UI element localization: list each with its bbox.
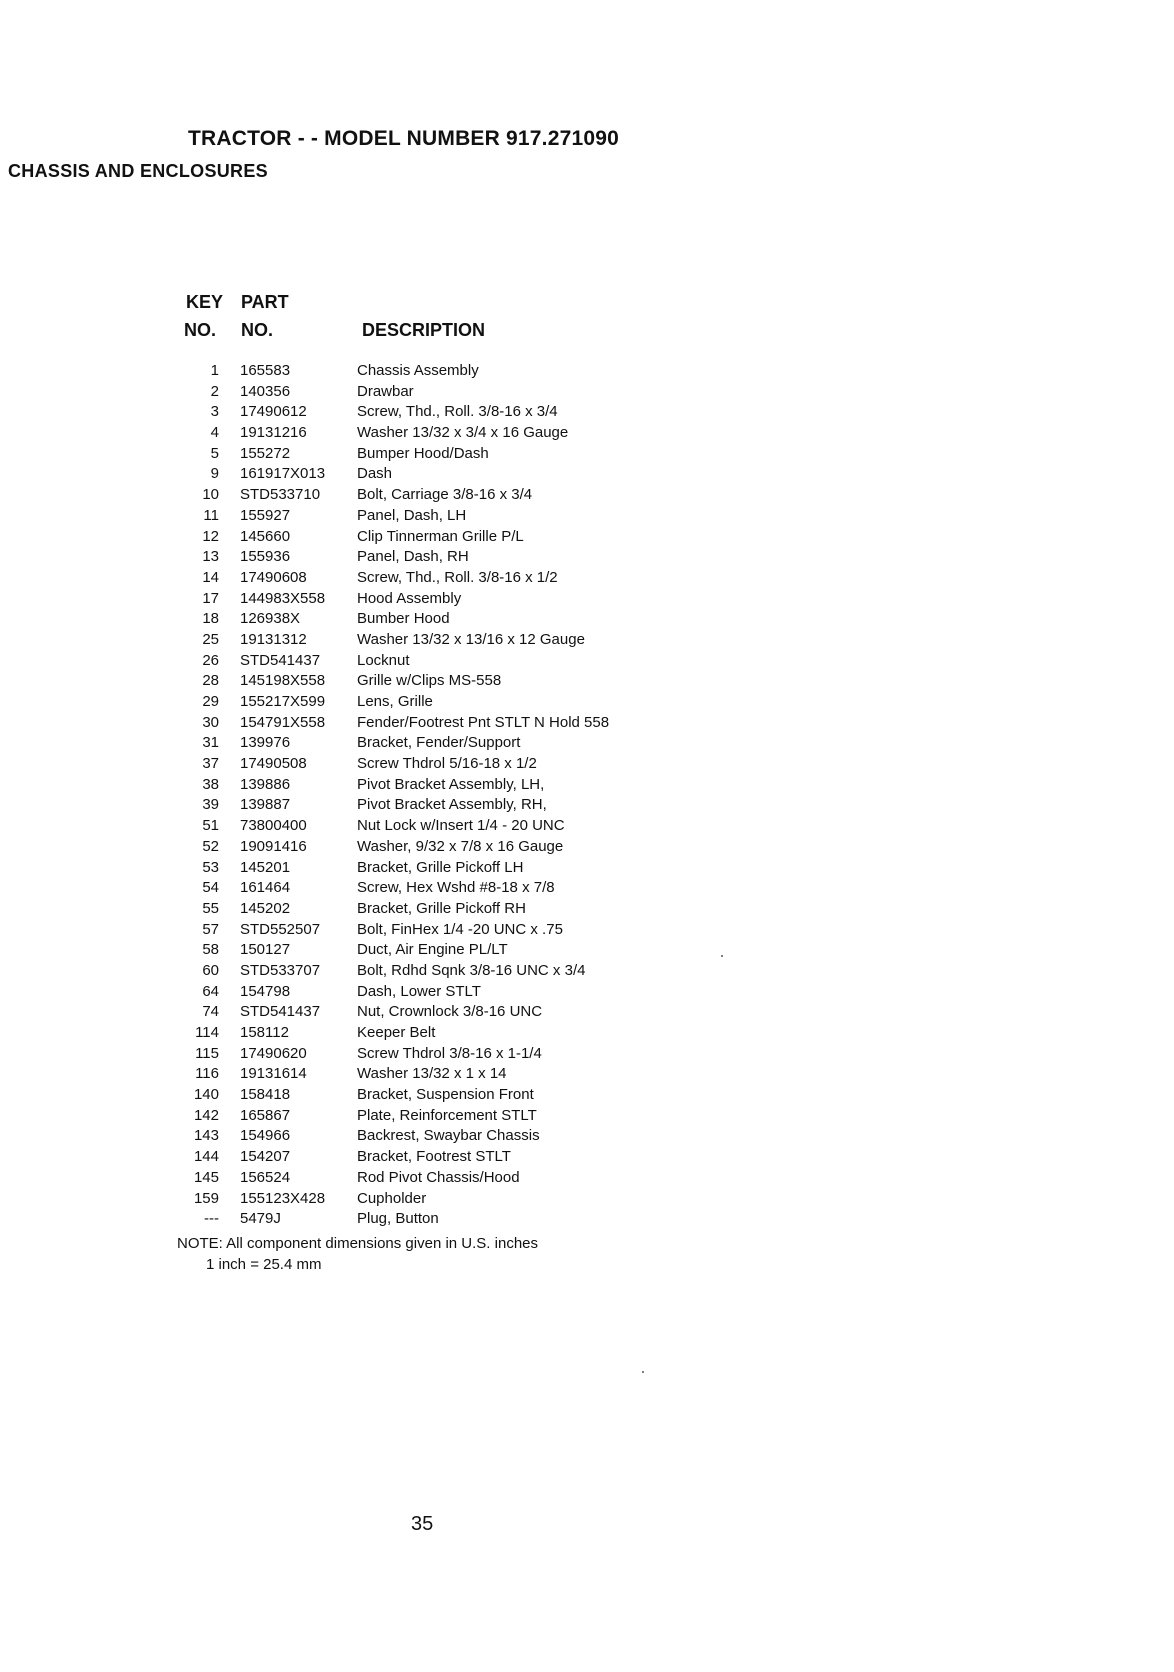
table-row bbox=[0, 1002, 700, 1023]
table-row bbox=[0, 568, 700, 589]
table-row bbox=[0, 671, 700, 692]
key-number: 143 bbox=[193, 1127, 219, 1145]
table-row bbox=[0, 589, 700, 610]
key-number: 38 bbox=[202, 775, 219, 793]
part-number: 126938X bbox=[240, 610, 301, 628]
key-number: 74 bbox=[202, 1003, 219, 1021]
part-description: Screw, Hex Wshd #8-18 x 7/8 bbox=[357, 879, 555, 897]
part-description: Bumber Hood bbox=[357, 610, 450, 628]
part-number: STD541437 bbox=[240, 651, 321, 669]
part-description: Bumper Hood/Dash bbox=[357, 444, 489, 462]
part-description: Panel, Dash, RH bbox=[357, 548, 469, 566]
key-number: 115 bbox=[195, 1044, 219, 1062]
part-number: STD552507 bbox=[240, 920, 321, 938]
table-row bbox=[0, 692, 700, 713]
part-number: 154966 bbox=[240, 1127, 291, 1145]
table-row bbox=[0, 713, 700, 734]
part-description: Clip Tinnerman Grille P/L bbox=[357, 527, 524, 545]
scan-speck bbox=[642, 1371, 644, 1373]
table-row bbox=[0, 1168, 700, 1189]
key-number: 144 bbox=[193, 1148, 219, 1166]
key-number: 54 bbox=[202, 879, 219, 897]
part-description: Washer 13/32 x 1 x 14 bbox=[357, 1065, 507, 1083]
table-row bbox=[0, 878, 700, 899]
table-row bbox=[0, 651, 700, 672]
part-description: Washer 13/32 x 13/16 x 12 Gauge bbox=[357, 630, 585, 648]
part-description: Pivot Bracket Assembly, RH, bbox=[357, 796, 547, 814]
key-number: 4 bbox=[210, 424, 219, 442]
part-number: 158418 bbox=[240, 1086, 291, 1104]
table-row bbox=[0, 485, 700, 506]
column-header-part: PART bbox=[241, 292, 289, 312]
part-description: Plate, Reinforcement STLT bbox=[357, 1106, 537, 1124]
section-title: CHASSIS AND ENCLOSURES bbox=[8, 161, 268, 181]
part-description: Bolt, Carriage 3/8-16 x 3/4 bbox=[357, 486, 533, 504]
table-row bbox=[0, 858, 700, 879]
part-number: 155272 bbox=[240, 444, 291, 462]
part-number: 145660 bbox=[240, 527, 291, 545]
column-header-key: KEY bbox=[186, 292, 224, 312]
part-number: 161464 bbox=[240, 879, 291, 897]
key-number: 60 bbox=[202, 961, 219, 979]
part-number: 145201 bbox=[240, 858, 291, 876]
part-description: Bolt, FinHex 1/4 -20 UNC x .75 bbox=[357, 920, 563, 938]
part-number: 17490620 bbox=[240, 1044, 307, 1062]
key-number: 26 bbox=[202, 651, 219, 669]
page-number: 35 bbox=[411, 1513, 434, 1535]
key-number: 37 bbox=[202, 755, 219, 773]
table-row bbox=[0, 423, 700, 444]
part-number: 73800400 bbox=[240, 817, 307, 835]
part-description: Backrest, Swaybar Chassis bbox=[357, 1127, 540, 1145]
parts-list bbox=[0, 361, 700, 1230]
table-row bbox=[0, 1147, 700, 1168]
column-header-key-no: NO. bbox=[184, 320, 217, 340]
key-number: 51 bbox=[202, 817, 219, 835]
key-number: 116 bbox=[195, 1065, 219, 1083]
part-number: STD533710 bbox=[240, 486, 321, 504]
key-number: 55 bbox=[202, 899, 219, 917]
table-row bbox=[0, 1126, 700, 1147]
part-number: 19131312 bbox=[240, 630, 307, 648]
part-description: Lens, Grille bbox=[357, 693, 433, 710]
part-number: 17490612 bbox=[240, 403, 307, 421]
table-row bbox=[0, 899, 700, 920]
part-description: Plug, Button bbox=[357, 1210, 439, 1228]
table-row bbox=[0, 982, 700, 1003]
part-description: Keeper Belt bbox=[357, 1024, 436, 1041]
part-number: 155217X599 bbox=[240, 693, 326, 710]
key-number: 140 bbox=[193, 1086, 219, 1104]
part-description: Fender/Footrest Pnt STLT N Hold 558 bbox=[357, 713, 610, 731]
part-description: Bracket, Fender/Support bbox=[357, 734, 521, 752]
table-row bbox=[0, 506, 700, 527]
table-row bbox=[0, 1044, 700, 1065]
column-header-description: DESCRIPTION bbox=[362, 320, 486, 340]
table-row bbox=[0, 1064, 700, 1085]
part-number: 139886 bbox=[240, 775, 291, 793]
table-row bbox=[0, 837, 700, 858]
key-number: 25 bbox=[202, 630, 219, 648]
part-number: 165583 bbox=[240, 362, 291, 379]
table-row bbox=[0, 630, 700, 651]
key-number: 14 bbox=[202, 568, 219, 586]
part-description: Drawbar bbox=[357, 382, 414, 400]
table-row bbox=[0, 816, 700, 837]
key-number: --- bbox=[204, 1210, 219, 1228]
table-row bbox=[0, 444, 700, 465]
key-number: 5 bbox=[210, 444, 219, 462]
page-title: TRACTOR - - MODEL NUMBER 917.271090 bbox=[188, 127, 619, 150]
key-number: 3 bbox=[210, 403, 219, 421]
table-row bbox=[0, 733, 700, 754]
table-row bbox=[0, 609, 700, 630]
part-number: 155123X428 bbox=[240, 1189, 326, 1207]
part-number: 161917X013 bbox=[240, 465, 326, 483]
part-description: Panel, Dash, LH bbox=[357, 506, 467, 524]
table-row bbox=[0, 795, 700, 816]
key-number: 2 bbox=[210, 382, 219, 400]
key-number: 29 bbox=[202, 693, 219, 710]
part-number: 19131614 bbox=[240, 1065, 307, 1083]
key-number: 142 bbox=[193, 1106, 219, 1124]
key-number: 12 bbox=[202, 527, 219, 545]
part-description: Nut, Crownlock 3/8-16 UNC bbox=[357, 1003, 543, 1021]
key-number: 1 bbox=[210, 362, 219, 379]
table-row bbox=[0, 527, 700, 548]
part-description: Nut Lock w/Insert 1/4 - 20 UNC bbox=[357, 817, 565, 835]
part-description: Grille w/Clips MS-558 bbox=[357, 672, 502, 690]
scan-speck bbox=[721, 955, 723, 957]
part-number: 155927 bbox=[240, 506, 291, 524]
part-number: 154791X558 bbox=[240, 713, 326, 731]
table-row bbox=[0, 1085, 700, 1106]
part-description: Dash bbox=[357, 465, 393, 483]
key-number: 13 bbox=[202, 548, 219, 566]
part-number: 5479J bbox=[240, 1210, 281, 1228]
part-number: 145198X558 bbox=[240, 672, 326, 690]
key-number: 53 bbox=[202, 858, 219, 876]
part-description: Rod Pivot Chassis/Hood bbox=[357, 1168, 520, 1186]
part-number: 139887 bbox=[240, 796, 291, 814]
part-description: Washer 13/32 x 3/4 x 16 Gauge bbox=[357, 424, 569, 442]
part-number: 155936 bbox=[240, 548, 291, 566]
key-number: 10 bbox=[202, 486, 219, 504]
part-description: Bracket, Grille Pickoff RH bbox=[357, 899, 526, 917]
part-description: Chassis Assembly bbox=[357, 362, 479, 379]
part-description: Screw, Thd., Roll. 3/8-16 x 3/4 bbox=[357, 403, 558, 421]
table-row bbox=[0, 1023, 700, 1044]
key-number: 114 bbox=[195, 1024, 219, 1041]
part-description: Screw Thdrol 5/16-18 x 1/2 bbox=[357, 755, 537, 773]
key-number: 159 bbox=[193, 1189, 219, 1207]
part-description: Locknut bbox=[357, 651, 410, 669]
table-row bbox=[0, 361, 700, 382]
part-number: 17490508 bbox=[240, 755, 307, 773]
key-number: 145 bbox=[193, 1168, 219, 1186]
note-conversion: 1 inch = 25.4 mm bbox=[206, 1256, 322, 1273]
part-number: 145202 bbox=[240, 899, 291, 917]
key-number: 52 bbox=[202, 837, 219, 855]
table-row bbox=[0, 754, 700, 775]
part-number: 154207 bbox=[240, 1148, 291, 1166]
key-number: 30 bbox=[202, 713, 219, 731]
table-row bbox=[0, 382, 700, 403]
part-description: Hood Assembly bbox=[357, 589, 462, 607]
part-number: 154798 bbox=[240, 982, 291, 1000]
part-description: Cupholder bbox=[357, 1189, 427, 1207]
key-number: 64 bbox=[202, 982, 219, 1000]
part-number: 19091416 bbox=[240, 837, 307, 855]
part-number: 158112 bbox=[240, 1024, 289, 1041]
key-number: 28 bbox=[202, 672, 219, 690]
part-number: 156524 bbox=[240, 1168, 291, 1186]
part-number: 19131216 bbox=[240, 424, 307, 442]
part-description: Bracket, Grille Pickoff LH bbox=[357, 858, 524, 876]
part-number: 165867 bbox=[240, 1106, 291, 1124]
part-number: 140356 bbox=[240, 382, 291, 400]
part-description: Washer, 9/32 x 7/8 x 16 Gauge bbox=[357, 837, 564, 855]
part-description: Bracket, Footrest STLT bbox=[357, 1148, 511, 1166]
key-number: 57 bbox=[202, 920, 219, 938]
part-description: Dash, Lower STLT bbox=[357, 982, 481, 1000]
key-number: 9 bbox=[210, 465, 219, 483]
part-description: Bolt, Rdhd Sqnk 3/8-16 UNC x 3/4 bbox=[357, 961, 586, 979]
key-number: 39 bbox=[202, 796, 219, 814]
key-number: 18 bbox=[202, 610, 219, 628]
part-description: Bracket, Suspension Front bbox=[357, 1086, 534, 1104]
part-number: 139976 bbox=[240, 734, 291, 752]
table-row bbox=[0, 1106, 700, 1127]
part-number: STD541437 bbox=[240, 1003, 321, 1021]
table-row bbox=[0, 961, 700, 982]
part-description: Screw, Thd., Roll. 3/8-16 x 1/2 bbox=[357, 568, 558, 586]
part-description: Duct, Air Engine PL/LT bbox=[357, 941, 508, 959]
key-number: 17 bbox=[202, 589, 219, 607]
table-row bbox=[0, 464, 700, 485]
table-row bbox=[0, 547, 700, 568]
table-row bbox=[0, 775, 700, 796]
part-number: STD533707 bbox=[240, 961, 321, 979]
table-row bbox=[0, 940, 700, 961]
key-number: 11 bbox=[203, 506, 219, 524]
column-header-part-no: NO. bbox=[241, 320, 274, 340]
table-row bbox=[0, 402, 700, 423]
part-number: 144983X558 bbox=[240, 589, 326, 607]
key-number: 31 bbox=[202, 734, 219, 752]
table-row bbox=[0, 1189, 700, 1210]
part-description: Screw Thdrol 3/8-16 x 1-1/4 bbox=[357, 1044, 542, 1062]
part-description: Pivot Bracket Assembly, LH, bbox=[357, 775, 545, 793]
table-row bbox=[0, 920, 700, 941]
part-number: 150127 bbox=[240, 941, 291, 959]
part-number: 17490608 bbox=[240, 568, 307, 586]
table-row bbox=[0, 1209, 700, 1230]
note-dimensions: NOTE: All component dimensions given in U.S. inches bbox=[177, 1235, 539, 1252]
key-number: 58 bbox=[202, 941, 219, 959]
